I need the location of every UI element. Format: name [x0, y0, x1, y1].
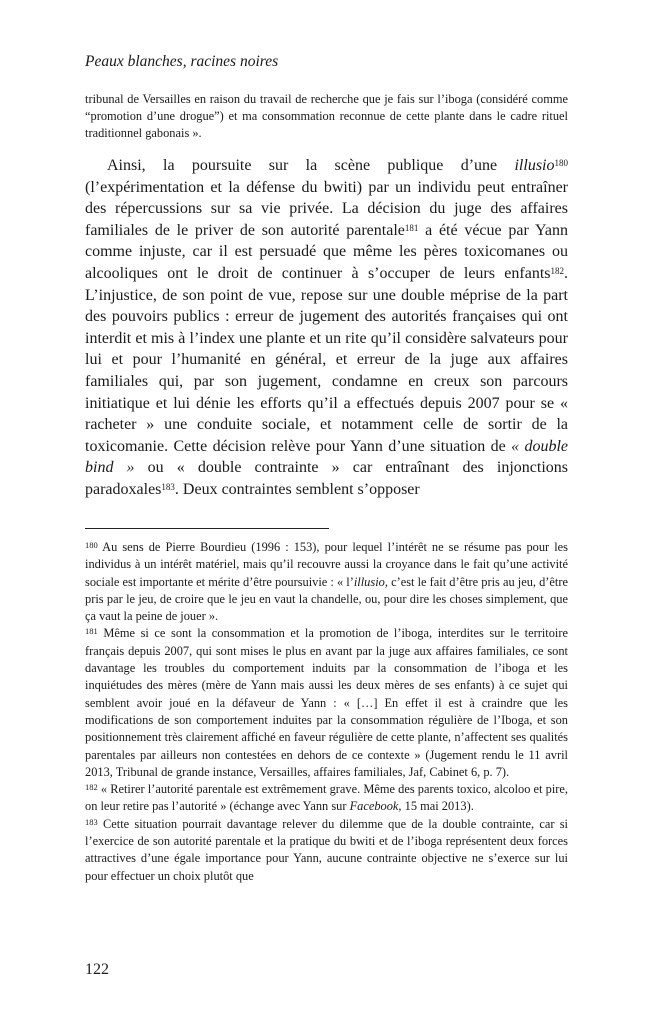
footnote-separator: [85, 528, 329, 529]
footnote-text: Cette situation pourrait davantage relever du dilemme que de la double contrainte, car si l’exercice de son autorité parentale et la pratique du bwiti et de l’iboga représentent deux forces attractives d’une égale importance pour Yann, aucune contrainte objective ne s’exerce sur lui pour effectuer un choix plutôt que: [85, 816, 568, 883]
body-italic-term: « double bind »: [85, 437, 569, 477]
body-italic-term: illusio: [514, 157, 555, 174]
body-text: . L’injustice, de son point de vue, repose sur une double méprise de la part des pouvoirs publics : erreur de jugement des autorités françaises qui ont interdit et mis à l’index une plante et un rite qu’il considère salvateurs pour lui et pour l’humanité en général, et erreur de la juge aux affaires familiales qui, par son jugement, condamne en creux son parcours initiatique et lui dénie les efforts qu’il a effectués depuis 2007 pour se « racheter » une conduite sociale, et notamment celle de sortir de la toxicomanie. Cette décision relève pour Yann d’une situation de: [85, 264, 568, 455]
footnote-182: [85, 781, 568, 816]
footnote-text: 15 mai 2013).: [401, 799, 474, 814]
body-paragraph: [85, 155, 568, 501]
footnote-text: c’est le fait d’être pris au jeu, d’être pris par le jeu, de croire que le jeu en vaut la chandelle, ou, pour dire les choses simplement, que ça vaut la peine de jouer ».: [85, 574, 568, 624]
footnote-ref-182[interactable]: 182: [550, 265, 564, 276]
footnote-number: 183: [85, 816, 98, 827]
footnote-text: « Retirer l’autorité parentale est extrêmement grave. Même des parents toxico, alcoloo et pire, on leur retire pas l’autorité » (échange avec Yann sur: [85, 782, 568, 814]
body-text: a été vécue par Yann comme injuste, car il est persuadé que même les pères toxicomanes ou alcooliques ont le droit de continuer à s’occuper de leurs enfants: [85, 221, 568, 282]
page-number: 122: [85, 961, 109, 978]
footnote-ref-181[interactable]: 181: [404, 222, 419, 233]
footnote-number: 180: [85, 540, 98, 550]
footnote-181: [85, 625, 568, 781]
footnote-183: [85, 816, 568, 885]
footnote-text: Au sens de Pierre Bourdieu (1996 : 153), pour lequel l’intérêt ne se résume pas pour les individus à un intérêt matériel, mais qu’il recouvre aussi la croyance dans le fait qu’une activité sociale est importante et mérite d’être poursuivie : « l’: [85, 540, 568, 589]
footnote-180: [85, 539, 568, 625]
quote-continuation: tribunal de Versailles en raison du travail de recherche que je fais sur l’iboga (considéré comme “promotion d’une drogue”) et ma consommation reconnue de cette plante dans le cadre rituel traditionnel gabonais ».: [85, 92, 568, 141]
body-text: (l’expérimentation et la défense du bwiti) par un individu peut entraîner des répercussions sur sa vie privée. La décision du juge des affaires familiales de le priver de son autorité parentale: [85, 178, 568, 239]
footnote-ref-180[interactable]: 180: [554, 158, 568, 168]
body-text: Ainsi, la poursuite sur la scène publique d’une: [107, 157, 515, 174]
footnote-italic: illusio,: [353, 574, 388, 589]
footnote-italic: Facebook,: [349, 799, 402, 814]
running-title: Peaux blanches, racines noires: [85, 53, 279, 70]
body-text: . Deux contraintes semblent s’opposer: [174, 480, 420, 498]
footnote-number: 181: [85, 626, 98, 637]
footnote-ref-183[interactable]: 183: [161, 481, 175, 492]
footnotes: [85, 539, 568, 885]
body-text: ou « double contrainte » car entraînant des injonctions paradoxales: [85, 459, 568, 498]
footnote-text: Même si ce sont la consommation et la promotion de l’iboga, interdites sur le territoire français depuis 2007, qui sont mises le plus en avant par la juge aux affaires familiales, ce sont davantage les troubles du comportement induits par la consommation de l’iboga et les inquiétudes des mères (mère de Yann mais aussi les deux mères de ses enfants) à ce sujet qui semblent avoir joué en la défaveur de Yann : « […] En effet il est à craindre que les modifications de son comportement induites par la consommation régulière de l’Iboga, et son positionnement très clairement affiché en faveur régulière de cette plante, n’affectent ses qualités parentales par ailleurs non contestées en dehors de ce contexte » (Jugement rendu le 11 avril 2013, Tribunal de grande instance, Versailles, affaires familiales, Jaf, Cabinet 6, p. 7).: [85, 626, 568, 779]
footnote-number: 182: [85, 782, 98, 793]
